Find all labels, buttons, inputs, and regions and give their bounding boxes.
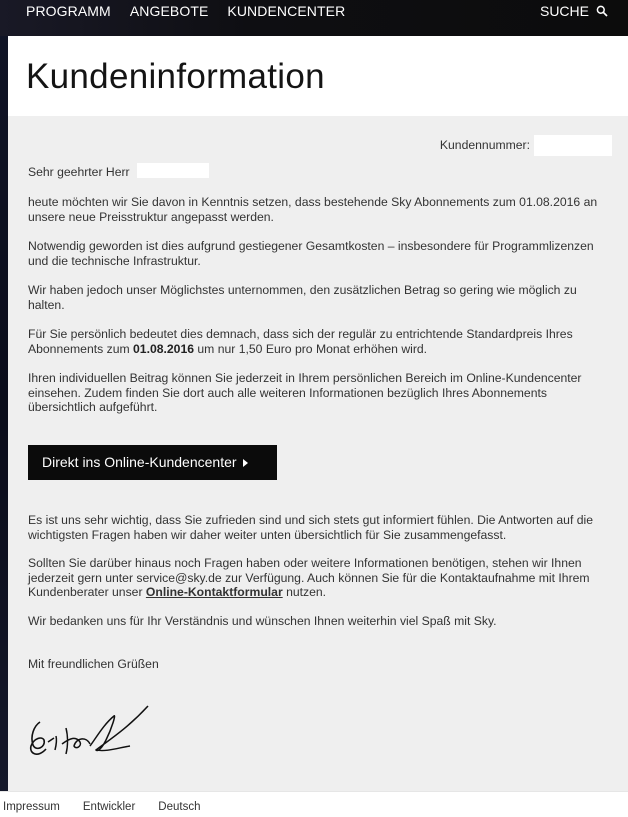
nav-item-programm[interactable]: PROGRAMM — [26, 3, 111, 19]
paragraph-reason: Notwendig geworden ist dies aufgrund gestiegener Gesamtkosten – insbesondere für Programmlizenzen und die technische Infrastruktur. — [28, 239, 594, 268]
footer-link-impressum[interactable]: Impressum — [3, 801, 60, 813]
paragraph-effort: Wir haben jedoch unser Möglichstes unternommen, den zusätzlichen Betrag so gering wie möglich zu halten. — [28, 283, 577, 312]
letter-content — [8, 116, 628, 791]
footer-links — [3, 801, 223, 813]
paragraph-contact — [28, 556, 598, 600]
nav-item-angebote[interactable]: ANGEBOTE — [129, 3, 209, 19]
online-kundencenter-button[interactable] — [28, 445, 277, 480]
paragraph-kundencenter-info: Ihren individuellen Beitrag können Sie jederzeit in Ihrem persönlichen Bereich im Online-Kundencenter einsehen. Zudem finden Sie dort auch alle weiteren Informationen bezüglich Ihres Abonnements übersichtlich aufgeführt. — [28, 371, 582, 415]
contact-form-link[interactable]: Online-Kontaktformular — [145, 585, 283, 600]
paragraph-thanks: Wir bedanken uns für Ihr Verständnis und wünschen Ihnen weiterhin viel Spaß mit Sky. — [28, 614, 497, 628]
footer-link-deutsch[interactable]: Deutsch — [158, 801, 201, 813]
page-title: Kundeninformation — [26, 57, 325, 96]
search-icon — [596, 5, 608, 17]
arrow-right-icon — [243, 459, 248, 467]
cta-label: Direkt ins Online-Kundencenter — [42, 454, 237, 471]
price-text-start: Für Sie persönlich bedeutet dies demnach, dass sich der regulär zu entrichtende Standardpreis Ihres Abonnements zum — [28, 327, 573, 356]
paragraph-faq-intro: Es ist uns sehr wichtig, dass Sie zufrieden sind und sich stets gut informiert fühlen. Die Antworten auf die wichtigsten Fragen haben wir daher weiter unten übersichtlich für Sie zusammengefasst. — [28, 513, 593, 542]
price-date: 01.08.2016 — [133, 341, 195, 356]
main-nav — [26, 3, 364, 19]
top-navigation-bar — [0, 0, 628, 36]
contact-text-end: nutzen. — [282, 585, 327, 600]
footer-link-entwickler[interactable]: Entwickler — [82, 801, 136, 813]
customer-name-redacted — [137, 163, 209, 178]
search-button[interactable] — [540, 3, 608, 19]
customer-number-value-redacted — [534, 135, 612, 156]
price-text-end: um nur 1,50 Euro pro Monat erhöhen wird. — [194, 341, 428, 356]
contact-text-start: Sollten Sie darüber hinaus noch Fragen haben oder weitere Informationen benötigen, stehen wir Ihnen jederzeit gern unter service@sky.de zur Verfügung. Auch können Sie für die Kontaktaufnahme mit Ihrem Kundenberater unser — [28, 556, 590, 600]
signature-icon — [26, 702, 150, 764]
footer — [0, 791, 628, 817]
salutation: Sehr geehrter Herr — [28, 165, 130, 179]
page-header — [8, 36, 628, 116]
nav-item-kundencenter[interactable]: KUNDENCENTER — [227, 3, 346, 19]
background-edge — [0, 36, 8, 791]
search-label: SUCHE — [539, 3, 589, 19]
paragraph-price-change: heute möchten wir Sie davon in Kenntnis setzen, dass bestehende Sky Abonnements zum 01.08.2016 an unsere neue Preisstruktur angepasst werden. — [28, 195, 598, 224]
customer-number-label: Kundennummer: — [439, 138, 530, 152]
closing-greeting: Mit freundlichen Grüßen — [28, 657, 159, 671]
paragraph-price-increase — [28, 327, 598, 356]
